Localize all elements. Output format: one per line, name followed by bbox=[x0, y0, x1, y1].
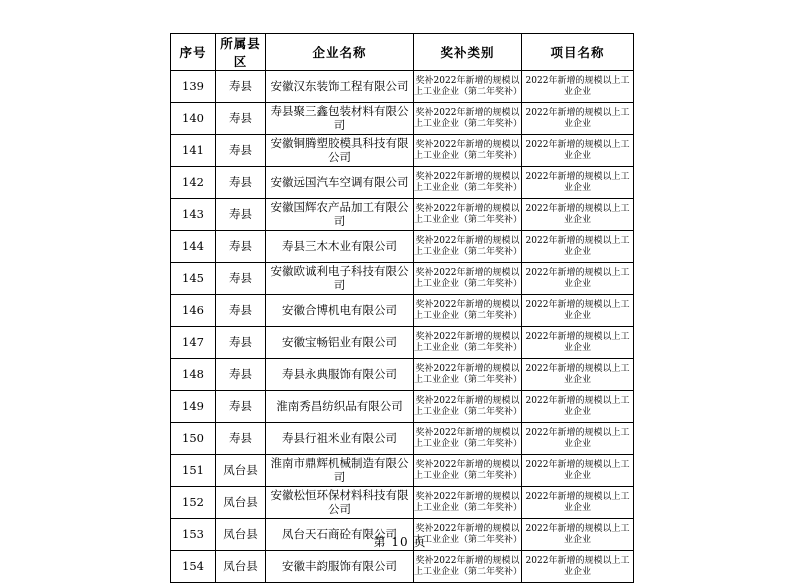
cell-company-name: 安徽合博机电有限公司 bbox=[266, 295, 414, 327]
cell-award-type: 奖补2022年新增的规模以上工业企业（第二年奖补） bbox=[414, 135, 522, 167]
cell-award-type: 奖补2022年新增的规模以上工业企业（第二年奖补） bbox=[414, 519, 522, 551]
cell-company-name: 安徽铜腾塑胶模具科技有限公司 bbox=[266, 135, 414, 167]
cell-project-name: 2022年新增的规模以上工业企业 bbox=[522, 295, 634, 327]
table-row bbox=[171, 359, 634, 391]
cell-award-type: 奖补2022年新增的规模以上工业企业（第二年奖补） bbox=[414, 359, 522, 391]
cell-seq: 139 bbox=[171, 71, 216, 103]
cell-project-name: 2022年新增的规模以上工业企业 bbox=[522, 519, 634, 551]
cell-area: 凤台县 bbox=[216, 551, 266, 583]
cell-seq: 149 bbox=[171, 391, 216, 423]
cell-seq: 141 bbox=[171, 135, 216, 167]
cell-project-name: 2022年新增的规模以上工业企业 bbox=[522, 135, 634, 167]
cell-project-name: 2022年新增的规模以上工业企业 bbox=[522, 327, 634, 359]
cell-company-name: 寿县行祖米业有限公司 bbox=[266, 423, 414, 455]
table-row bbox=[171, 391, 634, 423]
cell-seq: 150 bbox=[171, 423, 216, 455]
table-row bbox=[171, 327, 634, 359]
column-header-award-type: 奖补类别 bbox=[414, 34, 522, 71]
cell-project-name: 2022年新增的规模以上工业企业 bbox=[522, 199, 634, 231]
cell-seq: 140 bbox=[171, 103, 216, 135]
cell-area: 凤台县 bbox=[216, 455, 266, 487]
cell-award-type: 奖补2022年新增的规模以上工业企业（第二年奖补） bbox=[414, 455, 522, 487]
cell-award-type: 奖补2022年新增的规模以上工业企业（第二年奖补） bbox=[414, 551, 522, 583]
cell-award-type: 奖补2022年新增的规模以上工业企业（第二年奖补） bbox=[414, 295, 522, 327]
table-header bbox=[171, 34, 634, 71]
column-header-seq: 序号 bbox=[171, 34, 216, 71]
cell-project-name: 2022年新增的规模以上工业企业 bbox=[522, 263, 634, 295]
table-row bbox=[171, 295, 634, 327]
table-row bbox=[171, 135, 634, 167]
cell-company-name: 寿县聚三鑫包装材料有限公司 bbox=[266, 103, 414, 135]
cell-company-name: 安徽宝畅铝业有限公司 bbox=[266, 327, 414, 359]
cell-award-type: 奖补2022年新增的规模以上工业企业（第二年奖补） bbox=[414, 199, 522, 231]
cell-company-name: 淮南秀昌纺织品有限公司 bbox=[266, 391, 414, 423]
column-header-area: 所属县区 bbox=[216, 34, 266, 71]
table-row bbox=[171, 487, 634, 519]
cell-area: 寿县 bbox=[216, 327, 266, 359]
cell-company-name: 安徽欧诚利电子科技有限公司 bbox=[266, 263, 414, 295]
cell-area: 凤台县 bbox=[216, 487, 266, 519]
cell-project-name: 2022年新增的规模以上工业企业 bbox=[522, 391, 634, 423]
cell-company-name: 淮南市鼎辉机械制造有限公司 bbox=[266, 455, 414, 487]
cell-area: 寿县 bbox=[216, 103, 266, 135]
cell-project-name: 2022年新增的规模以上工业企业 bbox=[522, 423, 634, 455]
cell-award-type: 奖补2022年新增的规模以上工业企业（第二年奖补） bbox=[414, 423, 522, 455]
cell-seq: 145 bbox=[171, 263, 216, 295]
cell-area: 寿县 bbox=[216, 295, 266, 327]
table-row bbox=[171, 167, 634, 199]
table-row bbox=[171, 455, 634, 487]
column-header-company-name: 企业名称 bbox=[266, 34, 414, 71]
cell-company-name: 安徽国辉农产品加工有限公司 bbox=[266, 199, 414, 231]
cell-project-name: 2022年新增的规模以上工业企业 bbox=[522, 103, 634, 135]
cell-award-type: 奖补2022年新增的规模以上工业企业（第二年奖补） bbox=[414, 167, 522, 199]
cell-company-name: 安徽远国汽车空调有限公司 bbox=[266, 167, 414, 199]
cell-project-name: 2022年新增的规模以上工业企业 bbox=[522, 359, 634, 391]
cell-seq: 142 bbox=[171, 167, 216, 199]
cell-seq: 143 bbox=[171, 199, 216, 231]
table-row bbox=[171, 551, 634, 583]
cell-project-name: 2022年新增的规模以上工业企业 bbox=[522, 551, 634, 583]
table-row bbox=[171, 231, 634, 263]
cell-area: 寿县 bbox=[216, 391, 266, 423]
cell-project-name: 2022年新增的规模以上工业企业 bbox=[522, 487, 634, 519]
cell-seq: 151 bbox=[171, 455, 216, 487]
cell-seq: 154 bbox=[171, 551, 216, 583]
cell-area: 寿县 bbox=[216, 199, 266, 231]
cell-area: 凤台县 bbox=[216, 519, 266, 551]
cell-award-type: 奖补2022年新增的规模以上工业企业（第二年奖补） bbox=[414, 487, 522, 519]
cell-area: 寿县 bbox=[216, 359, 266, 391]
cell-award-type: 奖补2022年新增的规模以上工业企业（第二年奖补） bbox=[414, 231, 522, 263]
cell-award-type: 奖补2022年新增的规模以上工业企业（第二年奖补） bbox=[414, 263, 522, 295]
cell-seq: 148 bbox=[171, 359, 216, 391]
cell-company-name: 寿县三木木业有限公司 bbox=[266, 231, 414, 263]
page-footer: 第 10 页 bbox=[373, 535, 427, 549]
cell-area: 寿县 bbox=[216, 135, 266, 167]
cell-award-type: 奖补2022年新增的规模以上工业企业（第二年奖补） bbox=[414, 71, 522, 103]
cell-project-name: 2022年新增的规模以上工业企业 bbox=[522, 231, 634, 263]
cell-company-name: 安徽松恒环保材料科技有限公司 bbox=[266, 487, 414, 519]
cell-seq: 153 bbox=[171, 519, 216, 551]
cell-company-name: 安徽汉东装饰工程有限公司 bbox=[266, 71, 414, 103]
cell-area: 寿县 bbox=[216, 167, 266, 199]
table-header-row bbox=[171, 34, 634, 71]
cell-award-type: 奖补2022年新增的规模以上工业企业（第二年奖补） bbox=[414, 103, 522, 135]
cell-company-name: 寿县永典服饰有限公司 bbox=[266, 359, 414, 391]
cell-award-type: 奖补2022年新增的规模以上工业企业（第二年奖补） bbox=[414, 391, 522, 423]
cell-area: 寿县 bbox=[216, 263, 266, 295]
table-body bbox=[171, 71, 634, 583]
award-table bbox=[170, 33, 634, 583]
cell-seq: 147 bbox=[171, 327, 216, 359]
table-row bbox=[171, 263, 634, 295]
cell-company-name: 凤台天石商砼有限公司 bbox=[266, 519, 414, 551]
table-row bbox=[171, 103, 634, 135]
cell-seq: 146 bbox=[171, 295, 216, 327]
cell-seq: 152 bbox=[171, 487, 216, 519]
cell-project-name: 2022年新增的规模以上工业企业 bbox=[522, 455, 634, 487]
award-table-container bbox=[170, 33, 633, 583]
cell-company-name: 安徽丰韵服饰有限公司 bbox=[266, 551, 414, 583]
cell-area: 寿县 bbox=[216, 423, 266, 455]
cell-project-name: 2022年新增的规模以上工业企业 bbox=[522, 167, 634, 199]
table-row bbox=[171, 199, 634, 231]
table-row bbox=[171, 423, 634, 455]
cell-project-name: 2022年新增的规模以上工业企业 bbox=[522, 71, 634, 103]
column-header-project-name: 项目名称 bbox=[522, 34, 634, 71]
cell-area: 寿县 bbox=[216, 71, 266, 103]
cell-award-type: 奖补2022年新增的规模以上工业企业（第二年奖补） bbox=[414, 327, 522, 359]
cell-seq: 144 bbox=[171, 231, 216, 263]
cell-area: 寿县 bbox=[216, 231, 266, 263]
table-row bbox=[171, 71, 634, 103]
